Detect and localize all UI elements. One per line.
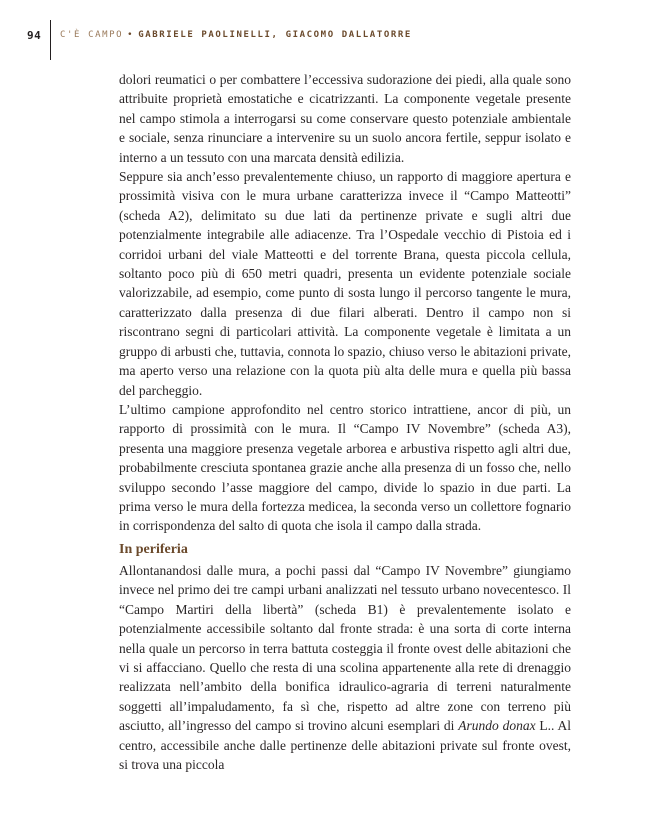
paragraph-1: dolori reumatici o per combattere l’eccessiva sudorazione dei piedi, alla quale sono attribuite proprietà emostatiche e cicatrizzanti. La componente vegetale presente nel campo stimola a interrogarsi su come conservare questo potenziale ambientale e sociale, senza rinunciare a intervenire su un suolo ancora fertile, seppur isolato e interno a un tessuto con una marcata densità edilizia. (119, 72, 571, 165)
running-head (0, 0, 650, 60)
paragraph-4 (119, 561, 571, 774)
body-text (119, 70, 571, 536)
bullet-separator: • (127, 30, 135, 40)
section-heading: In periferia (119, 542, 188, 557)
authors: GABRIELE PAOLINELLI, GIACOMO DALLATORRE (138, 30, 412, 40)
species-name: Arundo donax (458, 718, 536, 734)
book-title: C'È CAMPO (60, 30, 124, 40)
running-title (60, 30, 412, 40)
paragraph-4-lead: Allontanandosi dalle mura, a pochi passi dal “Campo IV Novembre” giungiamo invece nel primo dei tre campi urbani analizzati nel tessuto urbano novecentesco. Il “Campo Martiri della libertà” (scheda B1) è prevalentemente isolato e potenzialmente accessibile soltanto dal fronte strada: è una sorta di corte interna nella quale un percorso in terra battuta costeggia il fronte ovest delle abitazioni che vi si affacciano. Quello che resta di una scolina appartenente alla rete di drenaggio realizzata nell’ambito della bonifica idraulico-agraria di terreni naturalmente soggetti all’impaludamento, fa sì che, rispetto ad altre zone con terreno più asciutto, all’ingresso del campo si trovino alcuni esemplari di (119, 563, 571, 734)
header-divider (50, 20, 51, 60)
section-periferia (119, 540, 571, 774)
paragraph-4-tail: L.. Al centro, accessibile anche dalle pertinenze delle abitazioni private sul fronte ovest, si trova una piccola (119, 718, 571, 773)
paragraph-2: Seppure sia anch’esso prevalentemente chiuso, un rapporto di maggiore apertura e prossimità visiva con le mura urbane caratterizza invece il “Campo Matteotti” (scheda A2), delimitato su due lati da pertinenze private e sugli altri due potenzialmente integrabile alle adiacenze. Tra l’Ospedale vecchio di Pistoia ed i corridoi urbani del viale Matteotti e del torrente Brana, questa piccola cellula, soltanto poco più di 650 metri quadri, presenta un evidente potenziale sociale valorizzabile, ad esempio, come punto di sosta lungo il percorso tangente le mura, caratterizzato dalla presenza di due filari alberati. Dentro il campo non si riscontrano segni di particolari attività. La componente vegetale è limitata a un gruppo di arbusti che, tuttavia, connota lo spazio, chiuso verso le abitazioni private, ma aperto verso una relazione con la quota più alta delle mura e quella più bassa del parcheggio. (119, 169, 571, 398)
page-number: 94 (27, 29, 42, 42)
paragraph-3: L’ultimo campione approfondito nel centro storico intrattiene, ancor di più, un rapporto di prossimità con le mura. Il “Campo IV Novembre” (scheda A3), presenta una maggiore presenza vegetale arborea e arbustiva rispetto agli altri due, probabilmente cresciuta spontanea grazie anche alla presenza di un fosso che, nello sviluppo secondo l’asse maggiore del campo, divide lo spazio in due parti. La prima verso le mura della fortezza medicea, la seconda verso un collettore fognario in corrispondenza del salto di quota che isola il campo dalla strada. (119, 401, 571, 534)
